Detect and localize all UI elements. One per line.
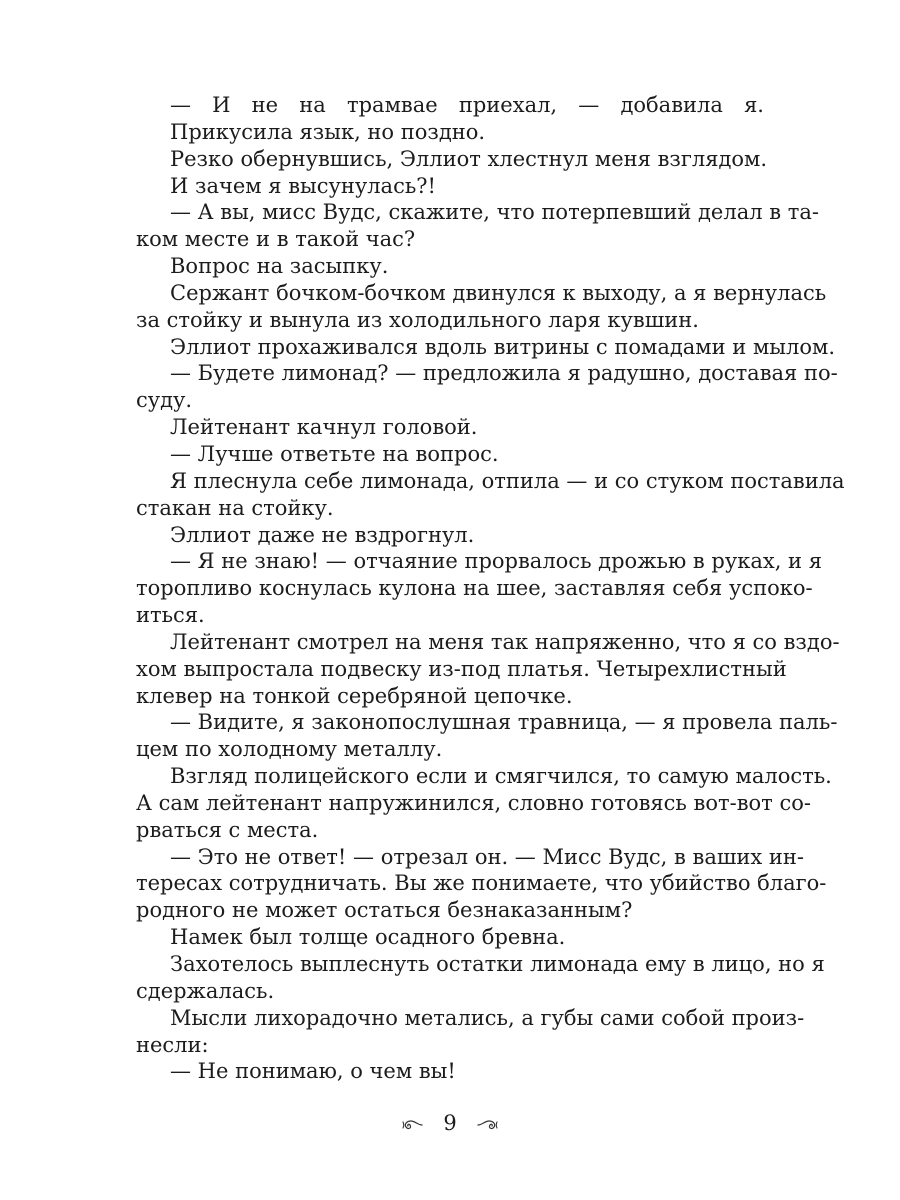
page-number: 9 bbox=[443, 1111, 457, 1135]
text-line: Мысли лихорадочно метались, а губы сами собой произ- bbox=[170, 1005, 805, 1030]
text-line: А сам лейтенант напружинился, словно готовясь вот-вот со- bbox=[136, 790, 811, 815]
text-line: — Видите, я законопослушная травница, — я провела паль- bbox=[170, 710, 838, 735]
text-line: Лейтенант качнул головой. bbox=[170, 415, 478, 440]
text-line: Захотелось выплеснуть остатки лимонада ему в лицо, но я bbox=[170, 952, 825, 976]
body-text bbox=[136, 92, 845, 1085]
text-line: И зачем я высунулась?! bbox=[170, 173, 436, 198]
right-flourish-icon bbox=[477, 1118, 499, 1132]
text-line: за стойку и вынула из холодильного ларя кувшин. bbox=[136, 307, 699, 332]
text-line: сдержалась. bbox=[136, 978, 275, 1003]
text-line: несли: bbox=[136, 1032, 209, 1057]
text-line: рваться с места. bbox=[136, 817, 319, 842]
text-line: — Не понимаю, о чем вы! bbox=[170, 1059, 456, 1084]
text-line: — Это не ответ! — отрезал он. — Мисс Вудс, в ваших ин- bbox=[170, 844, 804, 869]
left-flourish-icon bbox=[401, 1118, 423, 1132]
text-line: хом выпростала подвеску из-под платья. Четырехлистный bbox=[136, 656, 787, 681]
text-line: торопливо коснулась кулона на шее, заставляя себя успоко- bbox=[136, 576, 813, 601]
text-line: Взгляд полицейского если и смягчился, то самую малость. bbox=[170, 764, 832, 789]
text-line: Эллиот даже не вздрогнул. bbox=[170, 522, 475, 547]
text-line: суду. bbox=[136, 388, 193, 413]
text-line: Прикусила язык, но поздно. bbox=[170, 119, 486, 144]
text-line: — Будете лимонад? — предложила я радушно, доставая по- bbox=[170, 361, 838, 386]
page-footer bbox=[0, 1110, 900, 1136]
text-line: Лейтенант смотрел на меня так напряженно, что я со вздо- bbox=[170, 629, 840, 654]
text-line: Намек был толще осадного бревна. bbox=[170, 925, 566, 950]
text-line: — Лучше ответьте на вопрос. bbox=[170, 441, 499, 466]
text-line: Резко обернувшись, Эллиот хлестнул меня взглядом. bbox=[170, 146, 768, 171]
text-line: цем по холодному металлу. bbox=[136, 737, 443, 762]
text-line: тересах сотрудничать. Вы же понимаете, что убийство благо- bbox=[136, 871, 827, 896]
text-line: — А вы, мисс Вудс, скажите, что потерпевший делал в та- bbox=[170, 200, 819, 225]
text-line: родного не может остаться безнаказанным? bbox=[136, 898, 633, 923]
text-line: ком месте и в такой час? bbox=[136, 227, 416, 252]
text-line: — И не на трамвае приехал, — добавила я. bbox=[170, 93, 764, 117]
text-line: иться. bbox=[136, 603, 205, 628]
text-line: Я плеснула себе лимонада, отпила — и со стуком поставила bbox=[170, 468, 845, 493]
text-line: Вопрос на засыпку. bbox=[170, 254, 389, 279]
text-line: Эллиот прохаживался вдоль витрины с помадами и мылом. bbox=[170, 334, 836, 359]
text-line: стакан на стойку. bbox=[136, 495, 334, 520]
text-line: Сержант бочком-бочком двинулся к выходу, а я вернулась bbox=[170, 280, 827, 305]
text-line: клевер на тонкой серебряной цепочке. bbox=[136, 683, 573, 708]
text-line: — Я не знаю! — отчаяние прорвалось дрожью в руках, и я bbox=[170, 549, 822, 574]
